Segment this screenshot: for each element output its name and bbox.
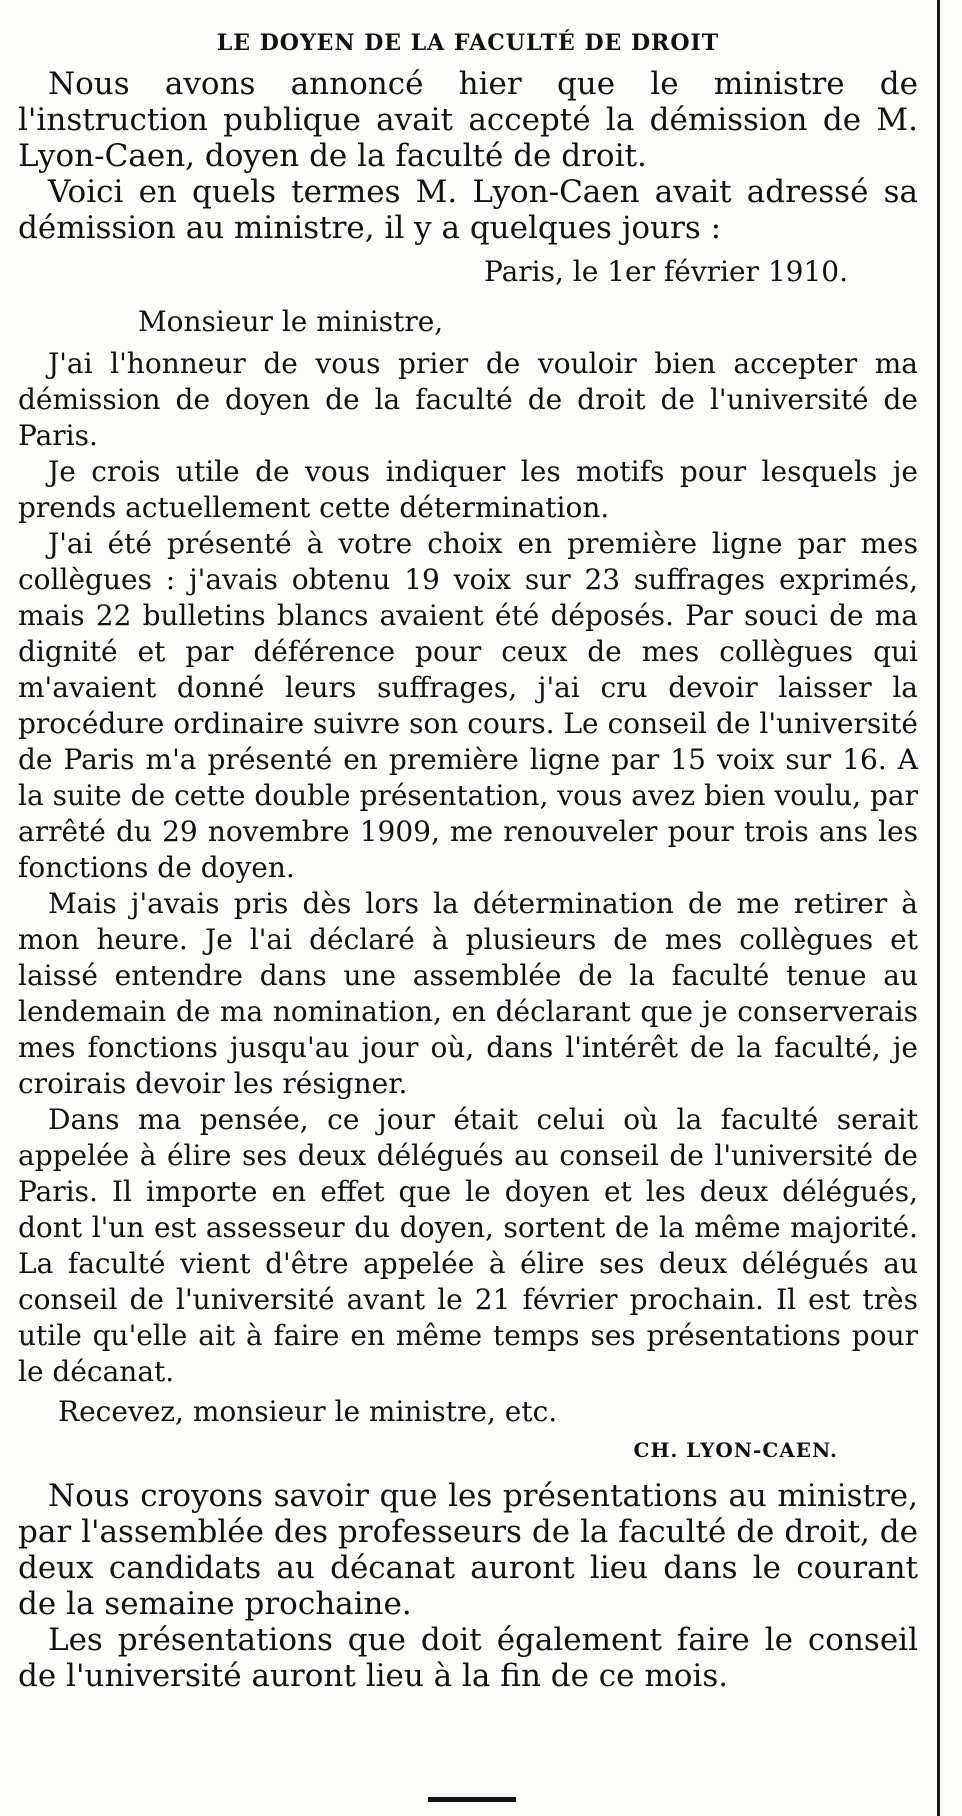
letter-paragraph: J'ai l'honneur de vous prier de vouloir bien accepter ma démission de doyen de la faculté de droit de l'université de Paris. <box>18 347 918 453</box>
intro-paragraph: Nous avons annoncé hier que le ministre de l'instruction publique avait accepté la démission de M. Lyon-Caen, doyen de la faculté de droit. <box>18 66 918 175</box>
headline: LE DOYEN DE LA FACULTÉ DE DROIT <box>216 30 720 56</box>
trailer-paragraph: Nous croyons savoir que les présentations au ministre, par l'assemblée des professeurs de la faculté de droit, de deux candidats au décanat auront lieu dans le courant de la semaine prochaine. <box>18 1478 918 1623</box>
trailer-paragraph: Les présentations que doit également faire le conseil de l'université auront lieu à la fin de ce mois. <box>18 1622 918 1695</box>
letter-paragraph: Je crois utile de vous indiquer les motifs pour lesquels je prends actuellement cette détermination. <box>18 455 918 525</box>
trailer <box>18 1478 918 1694</box>
letter-closing: Recevez, monsieur le ministre, etc. <box>58 1395 558 1429</box>
letter-salutation: Monsieur le ministre, <box>138 305 444 339</box>
letter-paragraph: Dans ma pensée, ce jour était celui où la faculté serait appelée à élire ses deux délégués au conseil de l'université de Paris. Il importe en effet que le doyen et les deux délégués, dont l'un est assesseur du doyen, sortent de la même majorité. La faculté vient d'être appelée à élire ses deux délégués au conseil de l'université avant le 21 février prochain. Il est très utile qu'elle ait à faire en même temps ses présentations pour le décanat. <box>18 1103 918 1389</box>
letter-paragraph: Mais j'avais pris dès lors la détermination de me retirer à mon heure. Je l'ai déclaré à plusieurs de mes collègues et laissé entendre dans une assemblée de la faculté tenue au lendemain de ma nomination, en déclarant que je conserverais mes fonctions jusqu'au jour où, dans l'intérêt de la faculté, je croirais devoir les résigner. <box>18 887 918 1101</box>
end-rule <box>428 1797 516 1802</box>
intro-paragraph: Voici en quels termes M. Lyon-Caen avait adressé sa démission au ministre, il y a quelques jours : <box>18 174 918 247</box>
letter-dateline: Paris, le 1er février 1910. <box>484 255 848 289</box>
letter-paragraph: J'ai été présenté à votre choix en première ligne par mes collègues : j'avais obtenu 19 voix sur 23 suffrages exprimés, mais 22 bulletins blancs avaient été déposés. Par souci de ma dignité et par déférence pour ceux de mes collègues qui m'avaient donné leurs suffrages, j'ai cru devoir laisser la procédure ordinaire suivre son cours. Le conseil de l'université de Paris m'a présenté en première ligne par 15 voix sur 16. A la suite de cette double présentation, vous avez bien voulu, par arrêté du 29 novembre 1909, me renouveler pour trois ans les fonctions de doyen. <box>18 527 918 885</box>
column-rule <box>937 0 940 1816</box>
resignation-letter <box>18 254 918 1462</box>
article <box>18 30 918 1694</box>
intro <box>18 66 918 246</box>
letter-signature: CH. LYON-CAEN. <box>633 1438 838 1463</box>
